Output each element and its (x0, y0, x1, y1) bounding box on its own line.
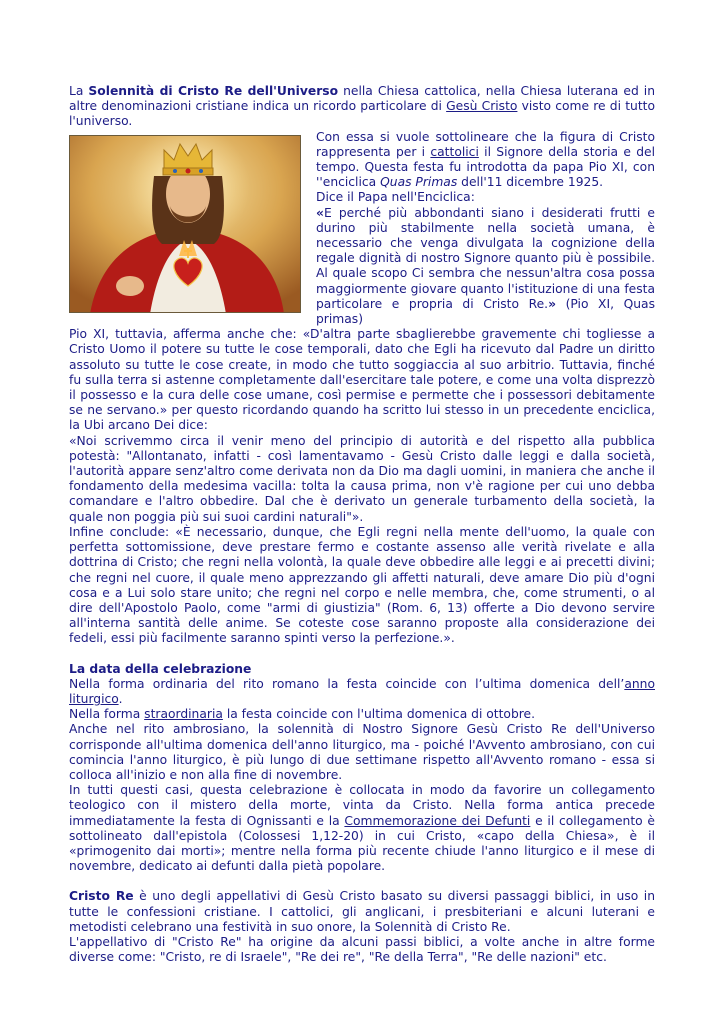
date-text: In tutti questi casi, questa celebrazione è collocata in modo da favorire un collegamento teologico con il mistero della morte, vinta da Cristo. Nella forma antica precede immediatamente la festa di Ognissanti e la (69, 783, 655, 828)
intro-text: nella Chiesa cattolica, nella Chiesa luterana ed in altre denominazioni cristiane indica un ricordo particolare di (69, 84, 655, 114)
quote-text: E perché più abbondanti siano i desiderati frutti e durino più stabilmente nella società umana, è necessario che venga divulgata la cognizione della regale dignità di nostro Signore quanto più è possibile. Al quale scopo Ci sembra che nessun'altra cosa possa maggiormente giovare quanto l'istituzione di una festa particolare e propria di Cristo Re. (316, 205, 655, 311)
date-text: la festa coincide con l'ultima domenica di ottobre. (222, 707, 536, 722)
date-paragraph-2 (69, 707, 655, 722)
intro-text: La (69, 84, 89, 98)
intro-paragraph (69, 84, 655, 130)
christ-king-image (69, 135, 301, 313)
encyclical-title: Quas Primas (380, 175, 458, 190)
king-text: è uno degli appellativi di Gesù Cristo basato su diversi passaggi biblici, in uso in tutte le confessioni cristiane. I cattolici, gli anglicani, i presbiteriani e alcuni luterani e metodisti celebrano una festività in suo onore, la Solennità di Cristo Re. (69, 889, 655, 934)
king-paragraph-2: L'appellativo di "Cristo Re" ha origine da alcuni passi biblici, a volte anche in altre forme diverse come: "Cristo, re di Israele", "Re dei re", "Re della Terra", "Re delle nazioni" etc. (69, 934, 655, 965)
link-cattolici[interactable]: cattolici (430, 144, 479, 159)
link-anno-liturgico[interactable]: anno liturgico (69, 676, 655, 706)
section-heading-date: La data della celebrazione (69, 661, 252, 676)
link-commemorazione-defunti[interactable]: Commemorazione dei Defunti (344, 813, 531, 828)
body-paragraph-2: «Noi scrivemmo circa il venir meno del principio di autorità e del rispetto alla pubblica potestà: "Allontanato, infatti - così lamentavamo - Gesù Cristo dalle leggi e dalla società, l'autorità appare senz'altro come derivata non da Dio ma dagli uomini, in maniera che anche il fondamento della medesima vacilla: tolta la causa prima, non v'è ragione per cui uno debba comandare e l'altro obbedire. Dal che è derivato un generale turbamento della società, la quale non poggia più sui suoi cardini naturali"». (69, 433, 655, 524)
spacer (69, 647, 655, 662)
spacer (69, 874, 655, 889)
quote-open-mark: « (316, 205, 324, 220)
cristo-re-term: Cristo Re (69, 889, 134, 904)
body-paragraph-1: Pio XI, tuttavia, afferma anche che: «D'altra parte sbaglierebbe gravemente chi togliesse a Cristo Uomo il potere su tutte le cose temporali, dato che Egli ha ricevuto dal Padre un diritto assoluto su tutte le cose create, in modo che tutto soggiaccia al suo arbitrio. Tuttavia, finché fu sulla terra si astenne completamente dall'esercitare tale potere, e come una volta disprezzò il possesso e la cura delle cose umane, così permise e permette che i possessori debitamente se ne servano.» per questo ricordando quando ha scritto lui stesso in un precedente enciclica, la Ubi arcano Dei dice: (69, 327, 655, 433)
date-paragraph-3: Anche nel rito ambrosiano, la solennità di Nostro Signore Gesù Cristo Re dell'Universo corrisponde all'ultima domenica dell'anno liturgico, ma - poiché l'Avvento ambrosiano, con cui comincia l'anno liturgico, è più lungo di due settimane rispetto all'Avvento romano - essa si colloca all'inizio e non alla fine di novembre. (69, 722, 655, 782)
float-text: Con essa si vuole sottolineare che la figura di Cristo rappresenta per i (316, 129, 655, 159)
date-text: e il collegamento è sottolineato dall'epistola (Colossesi 1,12-20) in cui Cristo, «capo della Chiesa», è il «primogenito dai morti»; mentre nella forma più recente chiude l'anno liturgico e il mese di novembre, dedicato ai defunti dalla pietà popolare. (69, 813, 655, 874)
quote-close-mark: » (548, 296, 557, 311)
float-paragraph-2: Dice il Papa nell'Enciclica: (316, 190, 475, 205)
float-text: dell'11 dicembre 1925. (457, 175, 604, 190)
body-paragraph-3: Infine conclude: «È necessario, dunque, che Egli regni nella mente dell'uomo, la quale con perfetta sottomissione, deve prestare fermo e costante assenso alle verità rivelate e alla dottrina di Cristo; che regni nella volontà, la quale deve obbedire alle leggi e ai precetti divini; che regni nel cuore, il quale meno apprezzando gli affetti naturali, deve amare Dio più d'ogni cosa e a Lui solo stare unito; che regni nel corpo e nelle membra, che, come strumenti, o al dire dell'Apostolo Paolo, come "armi di giustizia" (Rom. 6, 13) offerte a Dio devono servire all'interna santità delle anime. Se coteste cose saranno proposte alla considerazione dei fedeli, essi più facilmente saranno spinti verso la perfezione.». (69, 524, 655, 646)
float-text: il Signore della storia e del tempo. Questa festa fu introdotta da papa Pio XI, con ''enciclica (316, 144, 655, 190)
link-gesu-cristo[interactable]: Gesù Cristo (446, 99, 518, 114)
document-body (69, 84, 655, 965)
quote-citation: (Pio XI, Quas primas) (316, 296, 656, 327)
solemnity-title: Solennità di Cristo Re dell'Universo (88, 84, 339, 98)
king-paragraph-1 (69, 889, 655, 935)
date-text: Nella forma (69, 707, 145, 722)
date-text: Nella forma ordinaria del rito romano la festa coincide con l’ultima domenica dell’ (69, 676, 625, 691)
date-text: . (118, 691, 123, 706)
date-paragraph-4 (69, 783, 655, 874)
link-straordinaria[interactable]: straordinaria (144, 707, 223, 722)
date-paragraph-1 (69, 677, 655, 707)
intro-text: visto come re di tutto l'universo. (69, 99, 655, 129)
